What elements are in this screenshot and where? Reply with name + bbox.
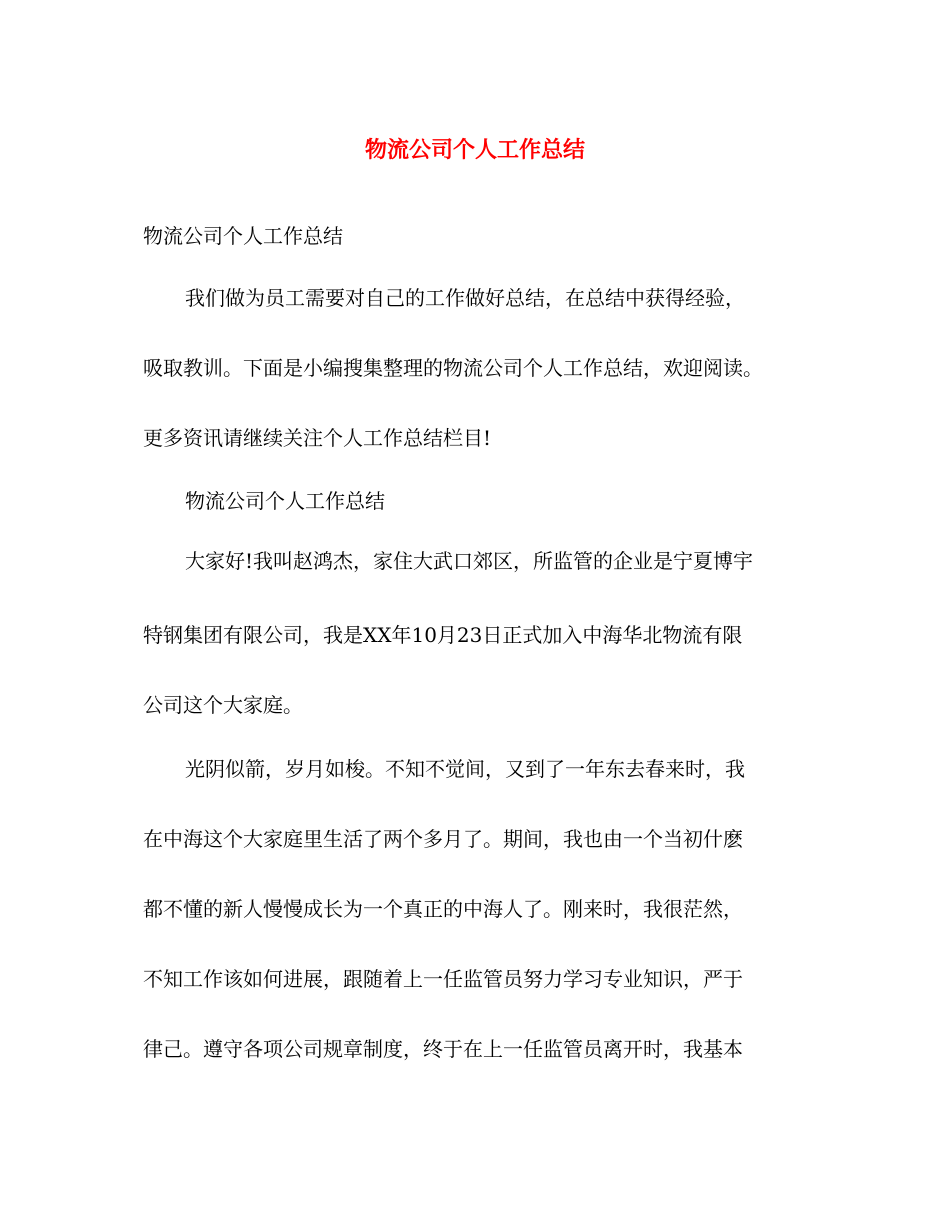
paragraph-line: 我们做为员工需要对自己的工作做好总结，在总结中获得经验，	[185, 286, 745, 310]
subheading-line: 物流公司个人工作总结	[185, 489, 385, 513]
paragraph-line: 不知工作该如何进展，跟随着上一任监管员努力学习专业知识，严于	[143, 967, 743, 991]
paragraph-line: 吸取教训。下面是小编搜集整理的物流公司个人工作总结，欢迎阅读。	[143, 356, 763, 380]
heading-line: 物流公司个人工作总结	[143, 224, 343, 248]
paragraph-line: 在中海这个大家庭里生活了两个多月了。期间，我也由一个当初什麽	[143, 827, 743, 851]
paragraph-line: 光阴似箭，岁月如梭。不知不觉间，又到了一年东去春来时，我	[185, 757, 745, 781]
paragraph-line: 特钢集团有限公司，我是XX年10月23日正式加入中海华北物流有限	[143, 623, 743, 647]
document-title: 物流公司个人工作总结	[364, 137, 585, 163]
paragraph-line: 大家好!我叫赵鸿杰，家住大武口郊区，所监管的企业是宁夏博宇	[185, 549, 754, 573]
paragraph-line: 都不懂的新人慢慢成长为一个真正的中海人了。刚来时，我很茫然，	[143, 897, 743, 921]
paragraph-line: 公司这个大家庭。	[143, 693, 303, 717]
paragraph-line: 律己。遵守各项公司规章制度，终于在上一任监管员离开时，我基本	[143, 1037, 743, 1061]
paragraph-line: 更多资讯请继续关注个人工作总结栏目!	[143, 426, 492, 450]
